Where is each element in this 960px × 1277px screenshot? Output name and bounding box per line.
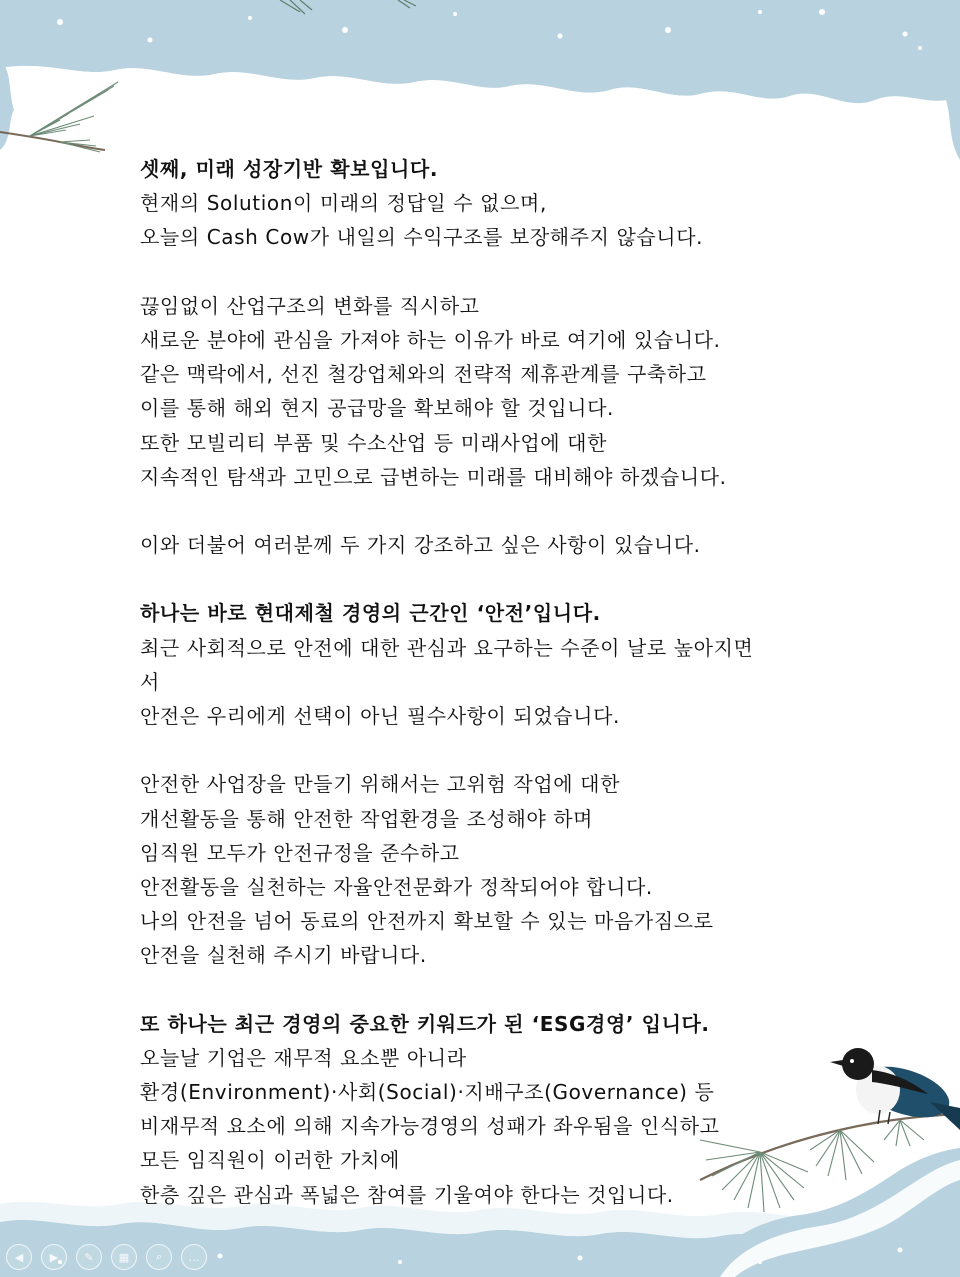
section-heading: 셋째, 미래 성장기반 확보입니다. xyxy=(140,157,439,181)
body-line: 오늘의 Cash Cow가 내일의 수익구조를 보장해주지 않습니다. xyxy=(140,225,704,250)
body-line: 개선활동을 통해 안전한 작업환경을 조성해야 하며 xyxy=(140,806,594,831)
section-heading: 하나는 바로 현대제철 경영의 근간인 ‘안전’입니다. xyxy=(140,601,601,626)
left-pine-branch xyxy=(0,82,118,152)
body-line: 환경(Environment)·사회(Social)·지배구조(Governance) 등 xyxy=(140,1080,715,1105)
grid-icon: ▦ xyxy=(118,1250,130,1264)
body-line: 끊임없이 산업구조의 변화를 직시하고 xyxy=(140,293,480,318)
body-line: 임직원 모두가 안전규정을 준수하고 xyxy=(140,840,460,865)
body-line: 새로운 분야에 관심을 가져야 하는 이유가 바로 여기에 있습니다. xyxy=(140,327,721,352)
body-line: 오늘날 기업은 재무적 요소뿐 아니라 xyxy=(140,1045,467,1070)
more-options-button[interactable] xyxy=(181,1244,207,1270)
body-line: 안전을 실천해 주시기 바랍니다. xyxy=(140,943,427,968)
slide-text-body xyxy=(140,152,840,1212)
body-line: 같은 맥락에서, 선진 철강업체와의 전략적 제휴관계를 구축하고 xyxy=(140,362,707,387)
body-line: 현재의 Solution이 미래의 정답일 수 없으며, xyxy=(140,191,547,216)
body-line: 최근 사회적으로 안전에 대한 관심과 요구하는 수준이 날로 높아지면 xyxy=(140,635,754,660)
body-line: 비재무적 요소에 의해 지속가능경영의 성패가 좌우됨을 인식하고 xyxy=(140,1114,720,1139)
body-line: 지속적인 탐색과 고민으로 급변하는 미래를 대비해야 하겠습니다. xyxy=(140,464,727,489)
more-icon: … xyxy=(188,1250,200,1264)
body-line: 이를 통해 해외 현지 공급망을 확보해야 할 것입니다. xyxy=(140,396,614,421)
body-line: 나의 안전을 넘어 동료의 안전까지 확보할 수 있는 마음가짐으로 xyxy=(140,909,714,934)
next-slide-button[interactable] xyxy=(41,1244,67,1270)
pen-icon: ✎ xyxy=(84,1250,94,1264)
blank-line xyxy=(140,494,840,528)
body-line: 서 xyxy=(140,669,160,694)
section-heading: 또 하나는 최근 경영의 중요한 키워드가 된 ‘ESG경영’ 입니다. xyxy=(140,1011,710,1036)
blank-line xyxy=(140,255,840,289)
blank-line xyxy=(140,562,840,596)
slide-grid-button[interactable] xyxy=(111,1244,137,1270)
blank-line xyxy=(140,733,840,767)
magpie-bird xyxy=(830,1048,960,1130)
body-line: 또한 모빌리티 부품 및 수소산업 등 미래사업에 대한 xyxy=(140,430,608,455)
body-line: 모든 임직원이 이러한 가치에 xyxy=(140,1148,400,1173)
magnifier-icon: ⌕ xyxy=(155,1250,163,1263)
blank-line xyxy=(140,973,840,1007)
body-line: 안전활동을 실천하는 자율안전문화가 정착되어야 합니다. xyxy=(140,874,653,899)
previous-slide-button[interactable] xyxy=(6,1244,32,1270)
arrow-left-icon: ◀ xyxy=(14,1250,24,1264)
body-line: 안전한 사업장을 만들기 위해서는 고위험 작업에 대한 xyxy=(140,772,620,797)
pen-tool-button[interactable] xyxy=(76,1244,102,1270)
body-line: 안전은 우리에게 선택이 아닌 필수사항이 되었습니다. xyxy=(140,704,620,728)
body-line: 한층 깊은 관심과 폭넓은 참여를 기울여야 한다는 것입니다. xyxy=(140,1182,674,1207)
arrow-right-icon: ▶ xyxy=(49,1250,59,1264)
body-line: 이와 더불어 여러분께 두 가지 강조하고 싶은 사항이 있습니다. xyxy=(140,533,701,558)
slideshow-controls xyxy=(6,1244,207,1272)
zoom-button[interactable] xyxy=(146,1244,172,1270)
